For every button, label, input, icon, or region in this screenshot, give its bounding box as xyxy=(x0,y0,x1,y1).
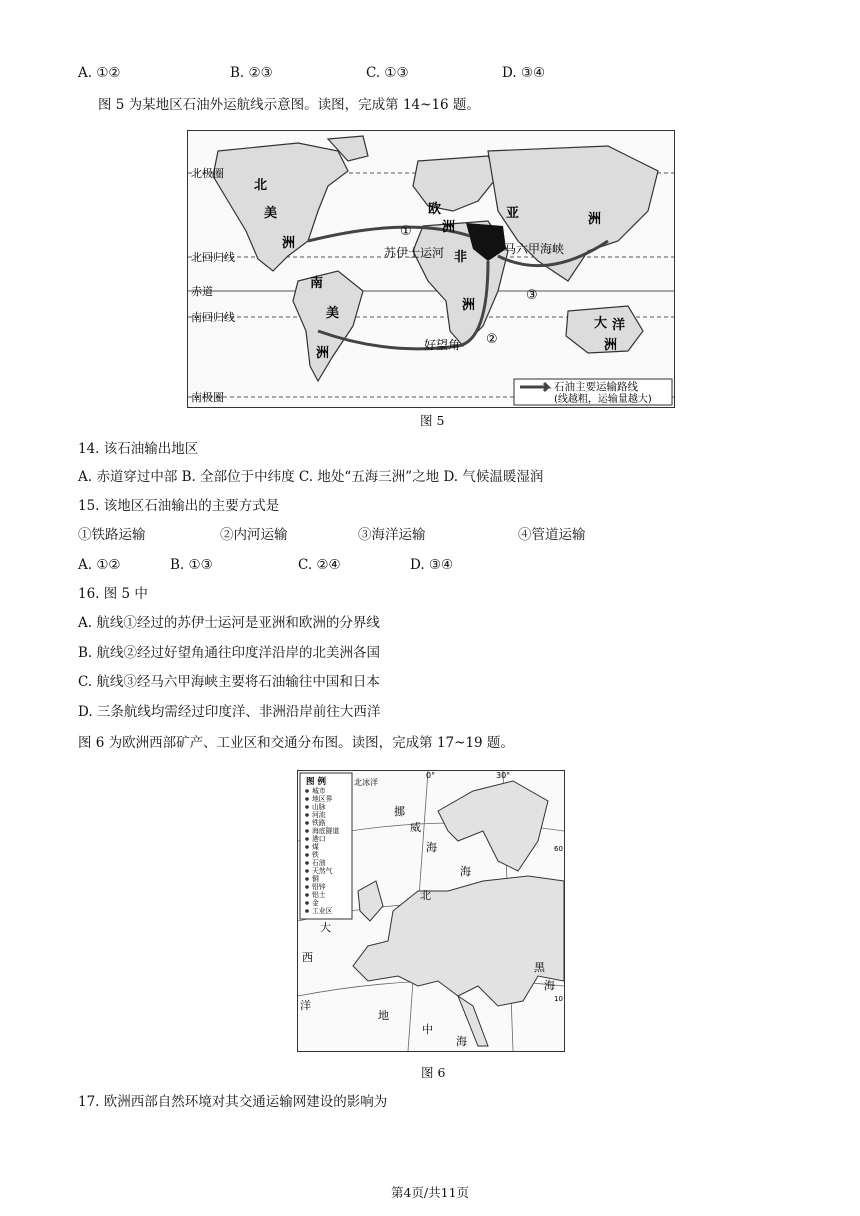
legend-item: 工业区 xyxy=(312,907,333,915)
continent-label: 大 xyxy=(594,316,608,331)
continent-label: 洲 xyxy=(442,220,456,235)
legend-item: 城市 xyxy=(312,787,326,795)
q16-option-c: C. 航线③经马六甲海峡主要将石油输往中国和日本 xyxy=(78,674,380,690)
sea-label: 中 xyxy=(422,1023,433,1036)
legend-symbol-icon xyxy=(305,893,309,897)
continent-label: 洲 xyxy=(316,346,330,361)
map-legend xyxy=(514,379,672,405)
legend-symbol-icon xyxy=(305,869,309,873)
legend-item: 河流 xyxy=(312,811,326,819)
legend-symbol-icon xyxy=(305,877,309,881)
route-marker-1: ① xyxy=(400,224,412,239)
continent-label: 洋 xyxy=(612,318,626,333)
lat-label: 60 xyxy=(554,845,563,853)
q15-option-a: A. ①② xyxy=(78,557,121,573)
legend-item: 石油 xyxy=(312,859,326,867)
continent-label: 洲 xyxy=(462,298,476,313)
sea-label: 海 xyxy=(460,865,471,878)
legend-symbol-icon xyxy=(305,821,309,825)
sea-label: 西 xyxy=(302,951,313,964)
sea-label: 北冰洋 xyxy=(354,778,378,787)
q13-option-a: A. ①② xyxy=(78,65,121,81)
q16-option-a: A. 航线①经过的苏伊士运河是亚洲和欧洲的分界线 xyxy=(78,615,380,631)
figure-5-map xyxy=(187,130,675,408)
sea-label: 黑 xyxy=(534,961,545,974)
legend-item: 地区界 xyxy=(312,795,333,803)
continent-label: 亚 xyxy=(506,206,520,221)
legend-symbol-icon xyxy=(305,901,309,905)
europe-shape xyxy=(413,156,498,211)
lon-label: 30° xyxy=(496,771,511,780)
legend-symbol-icon xyxy=(305,805,309,809)
legend-item: 铜 xyxy=(312,875,319,883)
q14-options: A. 赤道穿过中部 B. 全部位于中纬度 C. 地处“五海三洲”之地 D. 气候温暖湿润 xyxy=(78,469,544,485)
legend-item: 港口 xyxy=(312,835,326,843)
q16-option-d: D. 三条航线均需经过印度洋、非洲沿岸前往大西洋 xyxy=(78,704,381,720)
q15-option-d: D. ③④ xyxy=(410,557,454,573)
fig5-intro: 图 5 为某地区石油外运航线示意图。读图，完成第 14~16 题。 xyxy=(98,97,480,113)
suez-canal-label: 苏伊士运河 xyxy=(384,246,445,260)
continent-label: 北 xyxy=(254,178,268,193)
legend-symbol-icon xyxy=(305,813,309,817)
q15-choice: ①铁路运输 xyxy=(78,527,146,543)
legend-symbol-icon xyxy=(305,845,309,849)
sea-label: 威 xyxy=(410,821,421,834)
continental-europe-shape xyxy=(353,876,564,1006)
sea-label: 海 xyxy=(544,979,555,992)
figure-5-caption: 图 5 xyxy=(420,413,445,428)
continent-label: 洲 xyxy=(282,236,296,251)
legend-item: 天然气 xyxy=(312,867,333,875)
q16-option-b: B. 航线②经过好望角通往印度洋沿岸的北美洲各国 xyxy=(78,645,381,661)
legend-symbol-icon xyxy=(305,789,309,793)
legend-symbol-icon xyxy=(305,797,309,801)
continent-label: 非 xyxy=(454,250,468,265)
legend-item: 海底隧道 xyxy=(312,827,340,835)
q15-choice: ②内河运输 xyxy=(220,527,288,543)
continent-label: 美 xyxy=(326,306,340,321)
q14-stem: 14. 该石油输出地区 xyxy=(78,441,199,457)
page-footer: 第4页/共11页 xyxy=(390,1185,470,1200)
south-america-shape xyxy=(293,271,363,381)
legend-symbol-icon xyxy=(305,837,309,841)
continent-label: 欧 xyxy=(428,202,442,217)
legend-line-1: 石油主要运输路线 xyxy=(554,381,638,393)
legend-item: 铅锌 xyxy=(312,883,326,891)
legend-symbol-icon xyxy=(305,861,309,865)
legend-line-2: (线越粗，运输量越大) xyxy=(554,394,652,405)
lat-label: 南极圈 xyxy=(191,391,224,404)
lat-label: 北极圈 xyxy=(191,167,224,180)
legend-item: 铁 xyxy=(312,851,319,859)
q13-option-b: B. ②③ xyxy=(230,65,273,81)
malacca-strait-label: 马六甲海峡 xyxy=(504,242,565,256)
q13-options xyxy=(78,64,545,82)
q15-choices xyxy=(78,526,586,544)
legend-item: 山脉 xyxy=(312,803,326,811)
fig6-intro: 图 6 为欧洲西部矿产、工业区和交通分布图。读图，完成第 17~19 题。 xyxy=(78,735,514,751)
q15-choice: ③海洋运输 xyxy=(358,527,426,543)
lat-label: 南回归线 xyxy=(191,311,235,324)
lat-label: 10 xyxy=(554,995,563,1003)
q15-stem: 15. 该地区石油输出的主要方式是 xyxy=(78,498,280,514)
scandinavia-shape xyxy=(438,781,548,871)
sea-label: 海 xyxy=(456,1035,467,1048)
legend-title: 图 例 xyxy=(306,777,326,787)
legend-item: 煤 xyxy=(312,843,319,851)
q17-stem: 17. 欧洲西部自然环境对其交通运输网建设的影响为 xyxy=(78,1094,388,1110)
continent-label: 洲 xyxy=(604,338,618,353)
figure-6-map xyxy=(297,770,565,1052)
sea-label: 海 xyxy=(426,841,437,854)
cape-of-good-hope-label: 好望角 xyxy=(424,338,461,352)
legend-item: 铝土 xyxy=(312,891,326,899)
europe-landmass xyxy=(353,781,564,1046)
britain-shape xyxy=(358,881,383,921)
legend-symbol-icon xyxy=(305,829,309,833)
sea-label: 洋 xyxy=(300,999,311,1012)
continent-label: 洲 xyxy=(588,212,602,227)
q15-option-c: C. ②④ xyxy=(298,557,341,573)
q15-options xyxy=(78,556,453,574)
q13-option-c: C. ①③ xyxy=(366,65,409,81)
legend-symbol-icon xyxy=(305,885,309,889)
legend-item: 铁路 xyxy=(312,819,326,827)
sea-label: 大 xyxy=(320,921,331,934)
lon-label: 0° xyxy=(426,771,436,780)
sea-label: 挪 xyxy=(394,805,405,818)
continent-label: 南 xyxy=(310,276,324,291)
route-marker-3: ③ xyxy=(526,288,538,303)
q13-option-d: D. ③④ xyxy=(502,65,546,81)
q15-option-b: B. ①③ xyxy=(170,557,213,573)
q16-stem: 16. 图 5 中 xyxy=(78,586,148,602)
legend-symbol-icon xyxy=(305,909,309,913)
figure-6-caption: 图 6 xyxy=(421,1065,446,1080)
lat-label: 赤道 xyxy=(191,285,213,298)
sea-label: 地 xyxy=(378,1009,389,1022)
legend-symbol-icon xyxy=(305,853,309,857)
legend-item: 金 xyxy=(312,899,319,907)
continent-label: 美 xyxy=(264,206,278,221)
route-marker-2: ② xyxy=(486,332,498,347)
q15-choice: ④管道运输 xyxy=(518,527,586,543)
sea-label: 北 xyxy=(420,889,431,902)
lat-label: 北回归线 xyxy=(191,251,235,264)
